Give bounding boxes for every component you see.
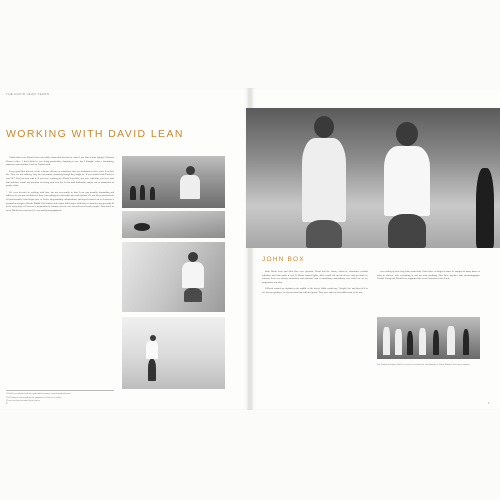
footnote: 1 David Lean celebrated with his regular author associates, from the production notes. <box>6 393 72 395</box>
paragraph: Both David Lean and John Box were pleasant. David had the vision, which he sometimes couldn't articulate and John made it real. If David wanted lights, John would roll up his sleeves and get stuck in, whereas Lean was always meticulous and unafraid. And if something extraordinary was called for on set, preparation was done. <box>262 270 368 284</box>
running-head: THE DAVID LEAN YEARS <box>6 92 50 96</box>
photo-group-extras <box>377 317 480 359</box>
right-body-text-col1 <box>262 270 368 400</box>
section-subhead: JOHN BOX <box>262 256 305 263</box>
photo-man-in-landscape <box>122 317 225 389</box>
right-body-text-col2 <box>377 270 480 314</box>
footnote: 2 In February he was brought into the production of Lawrence of Arabia. <box>6 396 62 399</box>
background-figure <box>140 185 145 200</box>
page-number-right: 9 <box>488 402 490 405</box>
paragraph: Every good film director is like a theatre director or conductor; they are dedicated to their work. It is their life. They are not ordinary, they are not normal, charming though they might be. If you worked with David, it was 24/7. You just went with it. If you were working on a David Lean film, you were with him, you were with him and there wasn't any question of having your own life. It was total dedication, maybe not so monastical as people claim. <box>6 169 114 188</box>
chapter-title: WORKING WITH DAVID LEAN <box>6 128 184 140</box>
paragraph: If David wanted an elephant in the middle of the desert, Eddie would say, 'Alright Guv' and then he'd be off, but my goodness, he always turned up with the goods. They were quite an incredible team, to be sure. <box>262 287 368 294</box>
photo-director-on-set <box>122 156 225 208</box>
extra-figure <box>383 327 390 355</box>
left-body-text <box>6 156 114 391</box>
photo-dunes <box>122 242 225 312</box>
edge-figure <box>476 168 494 248</box>
extra-figure <box>395 329 402 355</box>
figure-head <box>314 116 334 138</box>
figure-head <box>186 166 195 175</box>
extra-figure <box>433 330 439 355</box>
background-figure <box>130 186 136 200</box>
figure-legs <box>148 359 156 381</box>
extra-figure <box>447 326 455 355</box>
photo-caption: Top: Production designer John Box in front of a location in the rock landscape of Jordan. Bottom: Local extras in costume. <box>377 364 470 366</box>
extra-figure <box>463 329 469 355</box>
figure-head <box>188 252 198 262</box>
photo-desert-scene <box>122 211 225 238</box>
figure-legs <box>306 220 342 248</box>
figure-shirt <box>384 146 430 216</box>
figure-head <box>396 122 418 146</box>
figure-body <box>182 262 204 288</box>
figure-shirt <box>302 138 346 222</box>
paragraph: was visiting by how long John would take. Often three or longer because he stopped so many times en route to observe, take everything in and not miss anything. John Box, together with cinematographer Freddie Young and David Lean, supported the scenic locations of the desert. <box>377 270 480 281</box>
background-figure <box>150 187 155 200</box>
paragraph: We were devoted to working with him, but not necessarily to him. Lean was actually demanding and ruthless; he was just so blinkered, there was nothing else other than the work for him. He was the perfectionist in all professionals. John Bryan (one of Lean's long-standing collaborators) and myself started off on Lawrence's production designer. But the Middle East climate and cuisine didn't agree with him; he started to get generally ill in the early days of Lawrence's preparation in Amman, then he was out and never heard of again. That was it as far as David was concerned, he was totally unsympathetic. <box>6 190 114 212</box>
paragraph: I think that it was David Lean's incredible charm that first hit me when I met him at Sam Spiegel's Horizon Pictures office. I don't think he was being particularly charming to me, but I thought: what a fascinating, attractive man and then I saw his Turkish card. <box>6 156 114 167</box>
extra-figure <box>407 331 413 355</box>
photo-two-men-village <box>246 108 500 248</box>
figure-body <box>146 341 158 359</box>
reclining-figure <box>134 223 150 231</box>
footnotes <box>6 390 114 404</box>
figure-legs <box>184 288 202 302</box>
footnote: 3 Lean was always fascinated by the camera. <box>6 400 41 403</box>
page-number-left: 8 <box>6 402 8 405</box>
figure-legs <box>388 214 426 248</box>
figure-body <box>180 175 200 199</box>
extra-figure <box>419 328 426 355</box>
